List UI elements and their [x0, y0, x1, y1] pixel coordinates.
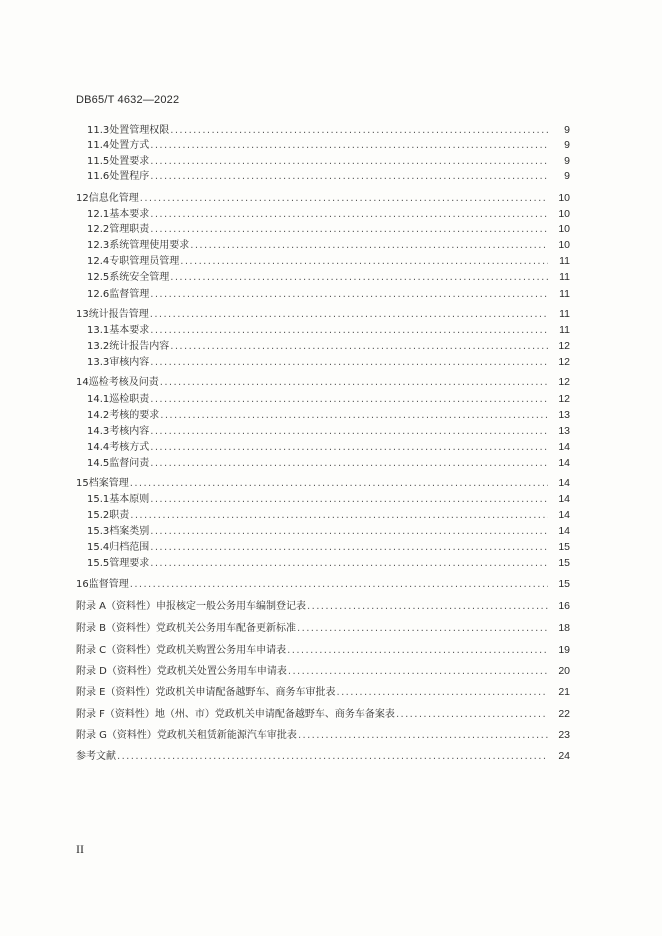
toc-leader-dots — [170, 340, 548, 354]
toc-leader-dots — [150, 139, 548, 153]
toc-entry-title: 党政机关购置公务用车申请表 — [156, 645, 287, 656]
toc-entry[interactable] — [87, 123, 570, 138]
toc-entry[interactable] — [87, 287, 570, 302]
toc-entry-page: 15 — [558, 541, 570, 553]
toc-entry[interactable] — [87, 169, 570, 184]
toc-entry-number: 15 — [76, 478, 89, 489]
toc-leader-dots — [130, 509, 548, 523]
toc-entry[interactable] — [76, 307, 570, 322]
toc-entry[interactable] — [87, 424, 570, 439]
toc-leader-dots — [150, 223, 548, 237]
toc-leader-dots — [150, 170, 548, 184]
toc-entry-title: 系统安全管理 — [109, 272, 170, 283]
toc-entry-title: 归档范围 — [109, 542, 150, 553]
toc-entry[interactable] — [87, 508, 570, 523]
toc-leader-dots — [287, 644, 548, 658]
toc-entry[interactable] — [87, 254, 570, 269]
toc-leader-dots — [150, 308, 548, 322]
toc-leader-dots — [160, 376, 548, 390]
toc-entry[interactable] — [87, 556, 570, 571]
toc-entry-number: 13 — [76, 309, 89, 320]
toc-leader-dots — [180, 255, 548, 269]
toc-entry-page: 10 — [558, 192, 570, 204]
toc-entry-page: 11 — [559, 288, 570, 300]
toc-entry-number: 14.3 — [87, 426, 110, 437]
toc-leader-dots — [307, 600, 548, 614]
toc-entry-page: 19 — [558, 644, 570, 656]
toc-entry-number: 附录 C（资料性） — [76, 645, 157, 656]
toc-entry[interactable] — [87, 270, 570, 285]
toc-entry-title: 管理职责 — [109, 224, 150, 235]
toc-leader-dots — [150, 356, 548, 370]
toc-leader-dots — [288, 665, 548, 679]
toc-entry-title: 职责 — [109, 510, 130, 521]
toc-entry[interactable] — [87, 456, 570, 471]
toc-entry-number: 16 — [76, 579, 89, 590]
toc-entry[interactable] — [87, 207, 570, 222]
toc-leader-dots — [130, 578, 548, 592]
toc-entry[interactable] — [87, 238, 570, 253]
toc-entry-title: 基本要求 — [109, 325, 150, 336]
toc-entry-title: 地（州、市）党政机关申请配备越野车、商务车备案表 — [154, 709, 395, 720]
page-number: II — [76, 842, 84, 856]
toc-entry-page: 12 — [558, 340, 570, 352]
toc-entry-number: 12.5 — [87, 272, 110, 283]
toc-entry-number: 12.1 — [87, 209, 110, 220]
toc-entry-page: 12 — [558, 356, 570, 368]
toc-leader-dots — [130, 477, 548, 491]
toc-leader-dots — [150, 457, 548, 471]
toc-entry-page: 14 — [558, 525, 570, 537]
toc-entry-title: 监督管理 — [88, 579, 129, 590]
toc-entry[interactable] — [87, 392, 570, 407]
toc-entry-number: 11.6 — [87, 171, 110, 182]
toc-entry-page: 15 — [558, 557, 570, 569]
toc-entry-title: 党政机关租赁新能源汽车审批表 — [156, 730, 297, 741]
toc-entry[interactable] — [87, 540, 570, 555]
toc-leader-dots — [298, 729, 548, 743]
toc-entry-page: 13 — [558, 409, 570, 421]
toc-entry-number: 附录 E（资料性） — [76, 687, 156, 698]
toc-leader-dots — [117, 750, 548, 764]
toc-leader-dots — [160, 409, 548, 423]
toc-entry-title: 党政机关公务用车配备更新标准 — [156, 623, 297, 634]
toc-entry-number: 14.5 — [87, 458, 110, 469]
toc-leader-dots — [150, 525, 548, 539]
toc-entry-number: 14.4 — [87, 442, 110, 453]
toc-entry-title: 党政机关处置公务用车申请表 — [156, 666, 287, 677]
toc-entry-title: 管理要求 — [109, 558, 150, 569]
toc-entry-number: 15.1 — [87, 494, 110, 505]
toc-entry-number: 14.1 — [87, 394, 110, 405]
toc-entry-page: 9 — [564, 170, 570, 182]
toc-entry-number: 附录 F（资料性） — [76, 709, 155, 720]
toc-leader-dots — [150, 208, 548, 222]
toc-entry-number: 12.2 — [87, 224, 110, 235]
toc-entry-title: 参考文献 — [76, 751, 116, 762]
toc-entry-title: 档案类别 — [109, 526, 150, 537]
toc-entry-page: 10 — [558, 223, 570, 235]
toc-entry-number: 11.4 — [87, 140, 110, 151]
toc-leader-dots — [150, 557, 548, 571]
toc-entry-title: 统计报告管理 — [88, 309, 149, 320]
toc-leader-dots — [337, 686, 549, 700]
toc-entry-number: 11.5 — [87, 156, 110, 167]
toc-entry[interactable] — [87, 339, 570, 354]
toc-entry-number: 15.4 — [87, 542, 110, 553]
toc-entry[interactable] — [87, 524, 570, 539]
toc-entry-title: 统计报告内容 — [109, 341, 170, 352]
toc-entry-page: 24 — [558, 750, 570, 762]
toc-leader-dots — [150, 288, 548, 302]
toc-entry-title: 党政机关申请配备越野车、商务车审批表 — [155, 687, 336, 698]
toc-entry-title: 处置方式 — [109, 140, 150, 151]
toc-entry-page: 14 — [558, 477, 570, 489]
toc-entry-page: 23 — [558, 729, 570, 741]
toc-entry-number: 附录 G（资料性） — [76, 730, 157, 741]
toc-entry[interactable] — [87, 154, 570, 169]
toc-entry-title: 处置要求 — [109, 156, 150, 167]
toc-leader-dots — [297, 622, 548, 636]
toc-entry-page: 11 — [559, 255, 570, 267]
document-code-header: DB65/T 4632—2022 — [76, 94, 180, 106]
toc-entry-title: 处置程序 — [109, 171, 150, 182]
toc-leader-dots — [140, 192, 548, 206]
toc-appendix-entry[interactable] — [76, 599, 570, 614]
toc-entry-title: 考核的要求 — [109, 410, 160, 421]
toc-appendix-entry[interactable] — [76, 685, 570, 700]
toc-entry[interactable] — [87, 408, 570, 423]
toc-entry-page: 21 — [558, 686, 570, 698]
toc-entry-page: 14 — [558, 457, 570, 469]
toc-entry-title: 系统管理使用要求 — [109, 240, 190, 251]
toc-entry[interactable] — [87, 138, 570, 153]
toc-entry-number: 15.3 — [87, 526, 110, 537]
toc-entry-title: 巡检职责 — [109, 394, 150, 405]
toc-entry-number: 14 — [76, 377, 89, 388]
toc-entry-title: 档案管理 — [88, 478, 129, 489]
toc-entry-number: 附录 D（资料性） — [76, 666, 157, 677]
toc-entry-page: 11 — [559, 308, 570, 320]
toc-entry-page: 11 — [559, 271, 570, 283]
toc-leader-dots — [190, 239, 548, 253]
toc-entry-page: 14 — [558, 441, 570, 453]
toc-entry[interactable] — [76, 191, 570, 206]
toc-entry-number: 12.6 — [87, 289, 110, 300]
toc-entry-number: 13.1 — [87, 325, 110, 336]
toc-entry-number: 13.2 — [87, 341, 110, 352]
toc-entry-page: 18 — [558, 622, 570, 634]
toc-appendix-entry[interactable] — [76, 664, 570, 679]
toc-entry-page: 12 — [558, 393, 570, 405]
toc-entry-page: 11 — [559, 324, 570, 336]
toc-entry[interactable] — [76, 577, 570, 592]
toc-entry-page: 14 — [558, 509, 570, 521]
toc-entry-number: 13.3 — [87, 357, 110, 368]
toc-entry-page: 9 — [564, 155, 570, 167]
toc-entry-page: 14 — [558, 493, 570, 505]
toc-entry-number: 12 — [76, 193, 89, 204]
toc-entry-page: 15 — [558, 578, 570, 590]
toc-entry[interactable] — [76, 375, 570, 390]
toc-entry-title: 考核方式 — [109, 442, 150, 453]
toc-entry-number: 14.2 — [87, 410, 110, 421]
toc-leader-dots — [396, 708, 548, 722]
toc-entry-page: 12 — [558, 376, 570, 388]
toc-entry-page: 22 — [558, 708, 570, 720]
toc-entry-page: 16 — [558, 600, 570, 612]
toc-leader-dots — [150, 425, 548, 439]
toc-entry[interactable] — [87, 492, 570, 507]
toc-entry-title: 审核内容 — [109, 357, 150, 368]
toc-entry-title: 基本原则 — [109, 494, 150, 505]
toc-entry-number: 12.3 — [87, 240, 110, 251]
toc-entry-number: 附录 B（资料性） — [76, 623, 157, 634]
toc-entry[interactable] — [87, 355, 570, 370]
toc-appendix-entry[interactable] — [76, 707, 570, 722]
toc-entry-title: 专职管理员管理 — [109, 256, 180, 267]
toc-leader-dots — [150, 393, 548, 407]
toc-appendix-entry[interactable] — [76, 728, 570, 743]
toc-entry[interactable] — [76, 476, 570, 491]
toc-leader-dots — [170, 271, 548, 285]
toc-leader-dots — [150, 493, 548, 507]
toc-entry-number: 附录 A（资料性） — [76, 601, 157, 612]
toc-entry-page: 9 — [564, 139, 570, 151]
toc-appendix-entry[interactable] — [76, 621, 570, 636]
toc-leader-dots — [150, 324, 548, 338]
toc-entry-page: 10 — [558, 208, 570, 220]
toc-entry[interactable] — [87, 440, 570, 455]
toc-entry-title: 基本要求 — [109, 209, 150, 220]
toc-leader-dots — [150, 541, 548, 555]
toc-entry-number: 15.2 — [87, 510, 110, 521]
toc-entry-page: 20 — [558, 665, 570, 677]
toc-entry-title: 监督管理 — [109, 289, 150, 300]
toc-entry-title: 考核内容 — [109, 426, 150, 437]
toc-entry-title: 巡检考核及问责 — [88, 377, 159, 388]
toc-entry-page: 10 — [558, 239, 570, 251]
toc-entry-number: 12.4 — [87, 256, 110, 267]
toc-entry-title: 监督问责 — [109, 458, 150, 469]
toc-leader-dots — [150, 441, 548, 455]
toc-entry-title: 申报核定一般公务用车编制登记表 — [156, 601, 307, 612]
toc-entry[interactable] — [87, 323, 570, 338]
toc-leader-dots — [150, 155, 548, 169]
toc-entry-page: 9 — [564, 124, 570, 136]
toc-entry-number: 15.5 — [87, 558, 110, 569]
toc-entry-title: 处置管理权限 — [109, 125, 170, 136]
toc-entry-number: 11.3 — [87, 125, 110, 136]
toc-entry-page: 13 — [558, 425, 570, 437]
toc-references-entry[interactable] — [76, 749, 570, 764]
toc-entry[interactable] — [87, 222, 570, 237]
toc-entry-title: 信息化管理 — [88, 193, 139, 204]
toc-leader-dots — [170, 124, 548, 138]
toc-appendix-entry[interactable] — [76, 643, 570, 658]
